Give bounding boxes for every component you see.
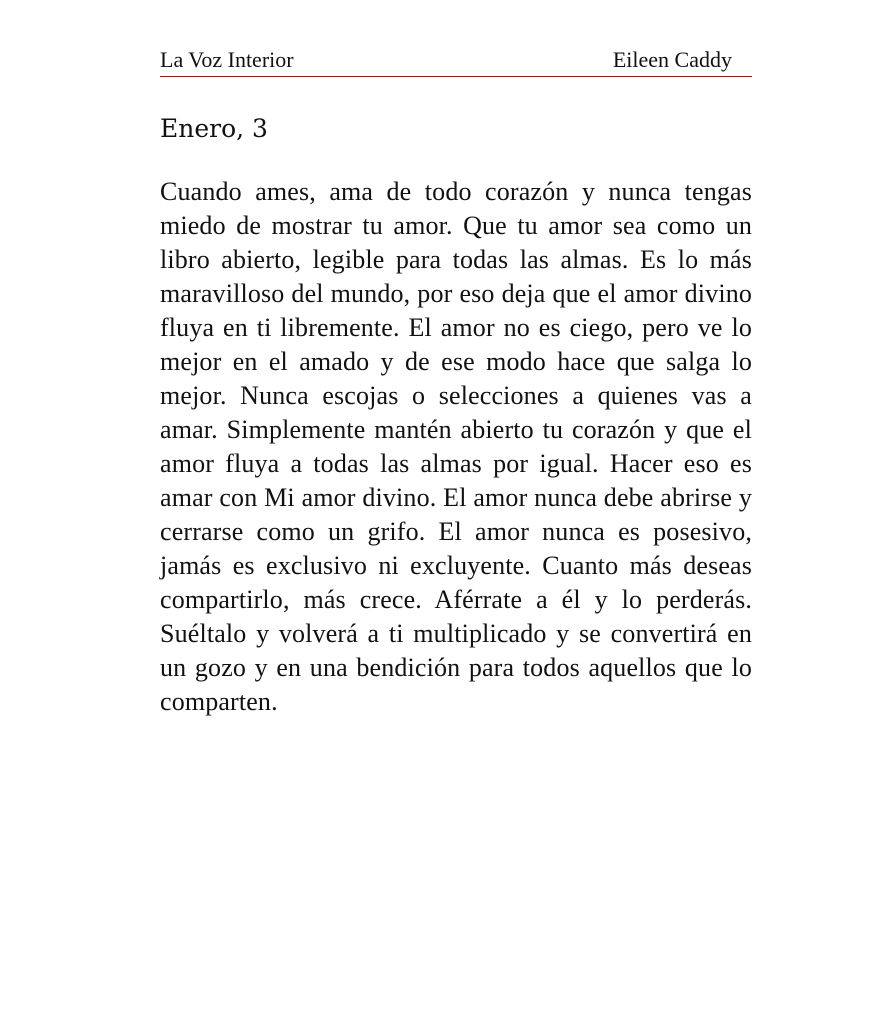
- entry-text: Cuando ames, ama de todo corazón y nunca tengas miedo de mostrar tu amor. Que tu amor sea como un libro abierto, legible para todas las almas. Es lo más maravilloso del mundo, por eso deja que el amor divino fluya en ti libremente. El amor no es ciego, pero ve lo mejor en el amado y de ese modo hace que salga lo mejor. Nunca escojas o selecciones a quienes vas a amar. Simplemente mantén abierto tu corazón y que el amor fluya a todas las almas por igual. Hacer eso es amar con Mi amor divino. El amor nunca debe abrirse y cerrarse como un grifo. El amor nunca es posesivo, jamás es exclusivo ni excluyente. Cuanto más deseas compartirlo, más crece. Aférrate a él y lo perderás. Suéltalo y volverá a ti multiplicado y se convertirá en un gozo y en una bendición para todos aquellos que lo comparten.: [160, 177, 752, 716]
- book-title: La Voz Interior: [160, 47, 294, 72]
- entry-date: Enero, 3: [160, 114, 268, 143]
- author-name: Eileen Caddy: [612, 47, 732, 72]
- book-page: [160, 46, 752, 719]
- running-header: [160, 46, 752, 77]
